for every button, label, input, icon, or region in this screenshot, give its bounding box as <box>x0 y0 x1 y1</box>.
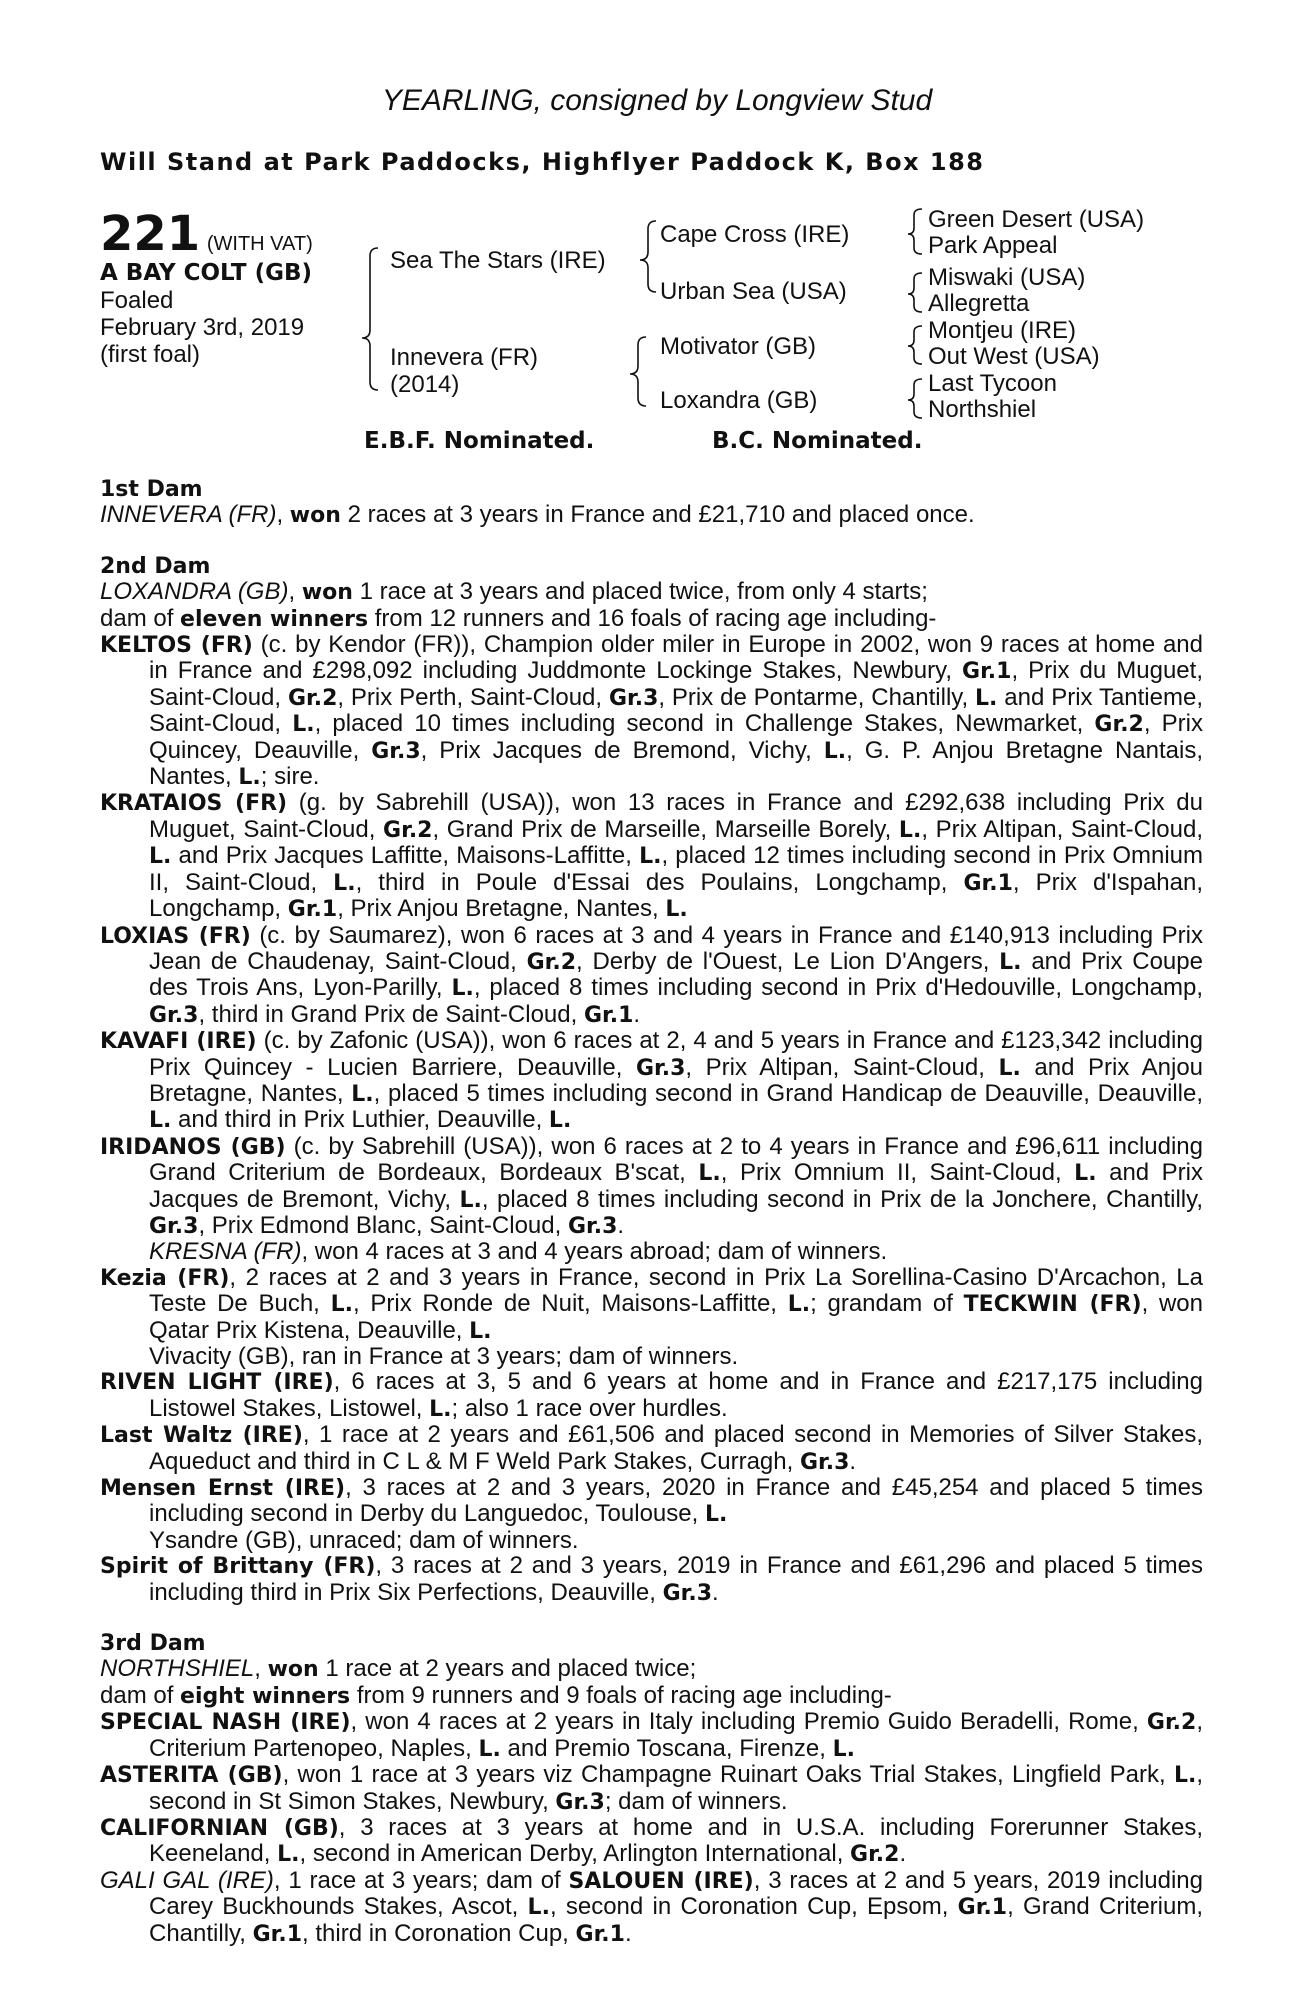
grade: L. <box>292 712 315 738</box>
produce-entry-gali-gal <box>100 1868 1203 1947</box>
text: (c. by Zafonic (USA)), won 6 races at 2, 4 and 5 years in France and £123,342 including Prix Quincey - Lucien Barriere, Deauville, <box>149 1027 1204 1081</box>
text: , Prix de Pontarme, Chantilly, <box>658 683 976 711</box>
text: , placed 10 times including second in Challenge Stakes, Newmarket, <box>314 710 1095 738</box>
grade: L. <box>238 765 261 791</box>
grade: Gr.3 <box>555 1789 605 1815</box>
text: , Grand Prix de Marseille, Marseille Borely, <box>432 815 899 843</box>
horse-name: SALOUEN (IRE) <box>568 1868 754 1894</box>
second-dam-line: LOXANDRA (GB), won 1 race at 3 years and placed twice, from only 4 starts; <box>100 578 928 606</box>
grade: L. <box>999 949 1022 975</box>
winners-count: eight winners <box>180 1683 351 1709</box>
text: (c. by Kendor (FR)), Champion older miler in Europe in 2002, won 9 races at home and in France and £298,092 including Juddmonte Lockinge Stakes, Newbury, <box>149 631 1203 685</box>
produce-entry-keltos <box>100 632 1203 790</box>
grade: Gr.2 <box>1146 1710 1197 1736</box>
text: , 3 races at 2 and 3 years, 2020 in France and £45,254 and placed 5 times including second in Derby du Languedoc, Toulouse, <box>149 1474 1204 1528</box>
text: , placed 8 times including second in Prix d'Hedouville, Longchamp, <box>473 974 1204 1002</box>
grade: Gr.3 <box>567 1213 618 1239</box>
text: , 3 races at 2 and 5 years, 2019 including Carey Buckhounds Stakes, Ascot, <box>149 1866 1203 1921</box>
horse-name: KRATAIOS (FR) <box>100 791 288 817</box>
pedigree-gen3: Northshiel <box>928 396 1037 423</box>
dam-record: 2 races at 3 years in France and £21,710 and placed once. <box>340 501 975 529</box>
grade: L. <box>527 1895 550 1921</box>
bc-nominated: B.C. Nominated. <box>712 428 923 454</box>
second-dam-heading: 2nd Dam <box>100 553 211 579</box>
text: , Prix du Muguet, Saint-Cloud, <box>149 657 1203 711</box>
pedigree-gen3: Last Tycoon <box>928 370 1057 397</box>
grade: L. <box>1173 1763 1197 1789</box>
text: and Premio Toscana, Firenze, <box>500 1734 833 1762</box>
text: , Prix Omnium II, Saint-Cloud, <box>720 1159 1075 1187</box>
grade: L. <box>1074 1161 1097 1187</box>
horse-name: CALIFORNIAN (GB) <box>100 1815 339 1841</box>
text: , Prix Jacques de Bremond, Vichy, <box>420 736 824 764</box>
grade: Gr.3 <box>608 685 659 711</box>
text: ; sire. <box>260 763 320 791</box>
vat-label: (WITH VAT) <box>206 233 313 255</box>
text: from 9 runners and 9 foals of racing age including- <box>350 1681 892 1709</box>
pedigree-sire-sire: Cape Cross (IRE) <box>660 221 850 248</box>
text: , Prix Anjou Bretagne, Nantes, <box>337 895 666 923</box>
text: , Prix d'Ispahan, Longchamp, <box>149 868 1203 923</box>
text: . <box>617 1211 625 1239</box>
grade: L. <box>451 976 474 1002</box>
dam-name: NORTHSHIEL <box>100 1655 255 1683</box>
grade: Gr.1 <box>583 1002 634 1028</box>
grade: L. <box>548 1108 572 1134</box>
text: and third in Prix Luthier, Deauville, <box>171 1106 549 1134</box>
text: and Prix Anjou Bretagne, Nantes, <box>149 1053 1204 1107</box>
grade: L. <box>639 844 662 870</box>
text: (c. by Saumarez), won 6 races at 3 and 4 years in France and £140,913 including Prix Jean de Chaudenay, Saint-Cloud, <box>149 921 1203 975</box>
first-dam-line: INNEVERA (FR), won 2 races at 3 years in France and £21,710 and placed once. <box>100 501 975 529</box>
grade: Gr.3 <box>662 1580 712 1606</box>
horse-name: KAVAFI (IRE) <box>100 1029 257 1055</box>
foaled-label: Foaled <box>100 287 174 314</box>
grade: Gr.1 <box>963 870 1013 896</box>
stand-location: Will Stand at Park Paddocks, Highflyer Paddock K, Box 188 <box>100 148 985 176</box>
third-dam-line: NORTHSHIEL, won 1 race at 2 years and placed twice; <box>100 1655 697 1683</box>
text: from 12 runners and 16 foals of racing age including- <box>368 604 937 632</box>
grade: L. <box>823 738 847 764</box>
dam-record: 1 race at 3 years and placed twice, from only 4 starts; <box>352 578 928 606</box>
text: , Prix Quincey, Deauville, <box>149 710 1204 764</box>
horse-name: Mensen Ernst (IRE) <box>100 1476 346 1502</box>
produce-entry-riven-light <box>100 1369 1203 1422</box>
text: dam of <box>100 1681 181 1709</box>
pedigree-gen3: Green Desert (USA) <box>928 206 1145 233</box>
text: ; grandam of <box>810 1290 964 1318</box>
dam-name: LOXANDRA (GB) <box>100 578 289 606</box>
text: . <box>899 1840 907 1868</box>
horse-name: Kezia (FR) <box>100 1265 230 1291</box>
text: , Prix Ronde de Nuit, Maisons-Laffitte, <box>352 1290 788 1318</box>
text: , third in Coronation Cup, <box>302 1919 576 1947</box>
winners-count: eleven winners <box>180 606 369 632</box>
grade: L. <box>469 1318 492 1344</box>
grade: L. <box>149 1108 172 1134</box>
text: , Prix Altipan, Saint-Cloud, <box>921 815 1203 843</box>
produce-entry-kavafi <box>100 1028 1203 1134</box>
text: , won Qatar Prix Kistena, Deauville, <box>149 1290 1203 1344</box>
grade: L. <box>998 1055 1021 1081</box>
grade: Gr.3 <box>371 738 421 764</box>
text: , Criterium Partenopeo, Naples, <box>149 1708 1203 1762</box>
grade: L. <box>704 1502 728 1528</box>
horse-name: RIVEN LIGHT (IRE) <box>100 1370 334 1396</box>
text: , 3 races at 3 years at home and in U.S.A. including Forerunner Stakes, Keeneland, <box>149 1813 1204 1868</box>
horse-name: KELTOS (FR) <box>100 633 253 659</box>
produce-entry-ysandre: Ysandre (GB), unraced; dam of winners. <box>149 1526 579 1554</box>
grade: Gr.1 <box>962 659 1012 685</box>
grade: Gr.2 <box>850 1842 900 1868</box>
produce-entry-spirit-of-brittany <box>100 1553 1203 1606</box>
horse-name: SPECIAL NASH (IRE) <box>100 1710 351 1736</box>
text: , 1 race at 3 years; dam of <box>273 1866 569 1894</box>
produce-record <box>100 477 1203 1947</box>
text: , Grand Criterium, Chantilly, <box>149 1893 1203 1947</box>
pedigree-gen3: Park Appeal <box>928 232 1058 259</box>
text: , G. P. Anjou Bretagne Nantais, Nantes, <box>149 736 1203 791</box>
text: . <box>624 1919 632 1947</box>
lot-name: A BAY COLT (GB) <box>100 260 313 286</box>
text: . <box>633 1000 641 1028</box>
produce-entry-kezia <box>100 1265 1203 1344</box>
third-dam-heading: 3rd Dam <box>100 1631 206 1657</box>
dam-name: INNEVERA (FR) <box>100 501 277 529</box>
grade: Gr.3 <box>799 1449 850 1475</box>
lot-number: 221 <box>100 206 201 262</box>
text: , Prix Altipan, Saint-Cloud, <box>685 1053 999 1081</box>
text: , 1 race at 2 years and £61,506 and placed second in Memories of Silver Stakes, Aqueduct and third in C L & M F Weld Park Stakes, Curragh, <box>149 1421 1203 1475</box>
grade: Gr.1 <box>287 897 338 923</box>
text: , placed 8 times including second in Prix de la Jonchere, Chantilly, <box>481 1185 1203 1213</box>
grade: L. <box>975 685 998 711</box>
grade: L. <box>149 844 172 870</box>
pedigree-sire-dam: Urban Sea (USA) <box>660 278 847 305</box>
grade: Gr.3 <box>149 1213 199 1239</box>
text: , Prix Perth, Saint-Cloud, <box>337 683 609 711</box>
produce-entry-vivacity: Vivacity (GB), ran in France at 3 years; dam of winners. <box>149 1343 739 1370</box>
text: and Prix Jacques de Bremont, Vichy, <box>149 1159 1204 1213</box>
grade: Gr.2 <box>526 949 577 975</box>
text: , second in Coronation Cup, Epsom, <box>549 1893 958 1921</box>
grade: L. <box>665 897 688 923</box>
grade: L. <box>333 870 356 896</box>
text: and Prix Jacques Laffitte, Maisons-Laffitte, <box>171 842 640 870</box>
text: and Prix Tantieme, Saint-Cloud, <box>149 683 1203 738</box>
pedigree-sire: Sea The Stars (IRE) <box>390 247 606 274</box>
text: dam of <box>100 604 181 632</box>
grade: L. <box>478 1736 501 1762</box>
produce-entry-special-nash <box>100 1709 1203 1762</box>
produce-entry-mensen-ernst <box>100 1475 1203 1528</box>
pedigree-gen3: Montjeu (IRE) <box>928 317 1077 344</box>
foal-note: (first foal) <box>100 341 201 368</box>
pedigree-dam-sire: Motivator (GB) <box>660 333 817 360</box>
grade: Gr.2 <box>383 817 433 843</box>
won-label: won <box>301 580 353 606</box>
horse-name: TECKWIN (FR) <box>963 1292 1142 1318</box>
grade: Gr.1 <box>575 1921 625 1947</box>
text: ; dam of winners. <box>604 1787 788 1815</box>
dam-record: 1 race at 2 years and placed twice; <box>318 1655 697 1683</box>
grade: L. <box>787 1292 811 1318</box>
ebf-nominated: E.B.F. Nominated. <box>364 428 595 454</box>
produce-entry-kresna <box>100 1239 1203 1264</box>
dam-of-line <box>100 1683 1203 1709</box>
foaled-date: February 3rd, 2019 <box>100 314 305 341</box>
horse-name: IRIDANOS (GB) <box>100 1134 286 1160</box>
grade: L. <box>698 1161 721 1187</box>
text: , Prix Edmond Blanc, Saint-Cloud, <box>198 1211 568 1239</box>
pedigree-dam-year: (2014) <box>390 371 460 398</box>
horse-name: Spirit of Brittany (FR) <box>100 1554 376 1580</box>
produce-entry-asterita <box>100 1762 1203 1815</box>
grade: L. <box>277 1842 300 1868</box>
text: and Prix Coupe des Trois Ans, Lyon-Parilly, <box>149 947 1203 1002</box>
produce-entry-loxias <box>100 923 1203 1029</box>
text: (c. by Sabrehill (USA)), won 6 races at 2 to 4 years in France and £96,611 including Grand Criterium de Bordeaux, Bordeaux B'scat, <box>149 1132 1204 1187</box>
pedigree-dam: Innevera (FR) <box>390 344 539 371</box>
text: , won 4 races at 2 years in Italy including Premio Guido Beradelli, Rome, <box>350 1708 1147 1736</box>
text: , third in Grand Prix de Saint-Cloud, <box>198 1000 584 1028</box>
text: (g. by Sabrehill (USA)), won 13 races in France and £292,638 including Prix du Muguet, Saint-Cloud, <box>149 789 1203 843</box>
text: , 6 races at 3, 5 and 6 years at home and in France and £217,175 including Listowel Stakes, Listowel, <box>149 1368 1204 1422</box>
text: , Derby de l'Ouest, Le Lion D'Angers, <box>576 947 1000 975</box>
grade: Gr.3 <box>149 1002 199 1028</box>
pedigree-gen3: Miswaki (USA) <box>928 264 1086 291</box>
horse-name: GALI GAL (IRE) <box>100 1866 274 1894</box>
grade: Gr.1 <box>252 1921 303 1947</box>
text: , third in Poule d'Essai des Poulains, Longchamp, <box>355 868 964 896</box>
pedigree-gen3: Allegretta <box>928 290 1030 317</box>
horse-name: ASTERITA (GB) <box>100 1763 283 1789</box>
grade: Gr.3 <box>635 1055 686 1081</box>
produce-entry-iridanos <box>100 1134 1203 1240</box>
grade: L. <box>459 1187 482 1213</box>
grade: Gr.1 <box>957 1895 1008 1921</box>
text: , placed 12 times including second in Prix Omnium II, Saint-Cloud, <box>149 842 1203 896</box>
text: , second in American Derby, Arlington International, <box>299 1840 851 1868</box>
text: , placed 5 times including second in Grand Handicap de Deauville, Deauville, <box>373 1079 1203 1107</box>
first-dam-heading: 1st Dam <box>100 477 203 502</box>
won-label: won <box>267 1657 319 1683</box>
grade: L. <box>429 1396 452 1422</box>
text: , won 1 race at 3 years viz Champagne Ruinart Oaks Trial Stakes, Lingfield Park, <box>282 1761 1174 1789</box>
horse-name: Last Waltz (IRE) <box>100 1423 303 1449</box>
grade: Gr.2 <box>1094 712 1144 738</box>
consignment-subtitle: YEARLING, consigned by Longview Stud <box>381 84 933 117</box>
produce-entry-last-waltz <box>100 1422 1203 1475</box>
pedigree-gen3: Out West (USA) <box>928 343 1100 370</box>
horse-name: KRESNA (FR) <box>149 1238 302 1266</box>
won-label: won <box>289 503 341 529</box>
horse-name: LOXIAS (FR) <box>100 923 251 949</box>
text: . <box>849 1447 857 1475</box>
dam-of-line <box>100 606 1203 632</box>
text: , 3 races at 2 and 3 years, 2019 in France and £61,296 and placed 5 times including third in Prix Six Perfections, Deauville, <box>149 1552 1204 1606</box>
text: , won 4 races at 3 and 4 years abroad; dam of winners. <box>301 1238 888 1266</box>
produce-entry-krataios <box>100 790 1203 922</box>
grade: L. <box>351 1081 374 1107</box>
pedigree-dam-dam: Loxandra (GB) <box>660 387 818 414</box>
grade: Gr.2 <box>287 685 338 711</box>
grade: L. <box>330 1292 353 1318</box>
grade: L. <box>832 1736 855 1762</box>
grade: L. <box>898 817 922 843</box>
text: ; also 1 race over hurdles. <box>451 1394 728 1422</box>
text: . <box>712 1578 719 1606</box>
produce-entry-californian <box>100 1815 1203 1868</box>
text: , second in St Simon Stakes, Newbury, <box>149 1761 1203 1815</box>
text: , 2 races at 2 and 3 years in France, second in Prix La Sorellina-Casino D'Arcachon, La Teste De Buch, <box>149 1263 1203 1318</box>
